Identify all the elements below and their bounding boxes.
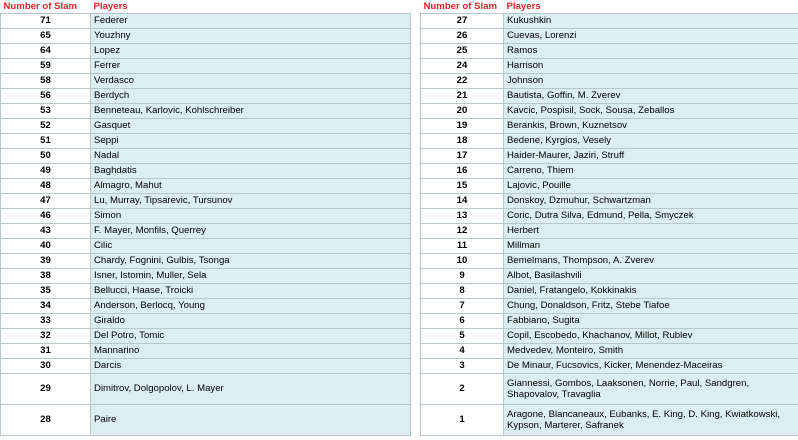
players-cell: Copil, Escobedo, Khachanov, Millot, Rublev <box>504 329 798 344</box>
slam-count-cell: 64 <box>1 44 91 59</box>
table-row <box>1 164 411 179</box>
table-row <box>421 359 798 374</box>
slam-count-cell: 12 <box>421 224 504 239</box>
table-row <box>421 104 798 119</box>
slam-count-cell: 3 <box>421 359 504 374</box>
players-cell: Medvedev, Monteiro, Smith <box>504 344 798 359</box>
players-cell: Gasquet <box>91 119 411 134</box>
table-row <box>1 374 411 405</box>
players-cell: Youzhny <box>91 29 411 44</box>
table-row <box>1 149 411 164</box>
slam-count-cell: 31 <box>1 344 91 359</box>
table-row <box>1 254 411 269</box>
players-cell: Johnson <box>504 74 798 89</box>
slam-count-cell: 71 <box>1 14 91 29</box>
table-row <box>421 329 798 344</box>
slam-table-right <box>420 0 798 436</box>
players-cell: Harrison <box>504 59 798 74</box>
slam-count-cell: 10 <box>421 254 504 269</box>
table-row <box>1 89 411 104</box>
slam-count-cell: 11 <box>421 239 504 254</box>
table-row <box>421 119 798 134</box>
slam-count-cell: 50 <box>1 149 91 164</box>
slam-count-cell: 43 <box>1 224 91 239</box>
slam-count-cell: 25 <box>421 44 504 59</box>
table-row <box>421 254 798 269</box>
table-row <box>421 59 798 74</box>
players-cell: Lu, Murray, Tipsarevic, Tursunov <box>91 194 411 209</box>
players-cell: Chardy, Fognini, Gulbis, Tsonga <box>91 254 411 269</box>
players-cell: Simon <box>91 209 411 224</box>
table-row <box>1 209 411 224</box>
players-cell: Herbert <box>504 224 798 239</box>
header-number-of-slam: Number of Slam <box>421 0 504 14</box>
players-cell: Albot, Basilashvili <box>504 269 798 284</box>
slam-count-cell: 27 <box>421 14 504 29</box>
players-cell: Giannessi, Gombos, Laaksonen, Norrie, Paul, Sandgren, Shapovalov, Travaglia <box>504 374 798 405</box>
players-cell: Verdasco <box>91 74 411 89</box>
slam-count-cell: 46 <box>1 209 91 224</box>
players-cell: Bedene, Kyrgios, Vesely <box>504 134 798 149</box>
players-cell: Fabbiano, Sugita <box>504 314 798 329</box>
slam-count-cell: 65 <box>1 29 91 44</box>
table-row <box>1 44 411 59</box>
table-row <box>421 344 798 359</box>
slam-count-cell: 22 <box>421 74 504 89</box>
table-row <box>421 224 798 239</box>
table-row <box>1 284 411 299</box>
players-cell: Del Potro, Tomic <box>91 329 411 344</box>
table-row <box>1 104 411 119</box>
table-row <box>1 29 411 44</box>
players-cell: Dimitrov, Dolgopolov, L. Mayer <box>91 374 411 405</box>
players-cell: Millman <box>504 239 798 254</box>
table-row <box>1 74 411 89</box>
slam-count-cell: 13 <box>421 209 504 224</box>
players-cell: Federer <box>91 14 411 29</box>
slam-count-cell: 2 <box>421 374 504 405</box>
table-row <box>421 74 798 89</box>
slam-count-cell: 52 <box>1 119 91 134</box>
slam-count-cell: 16 <box>421 164 504 179</box>
players-cell: Ramos <box>504 44 798 59</box>
slam-count-cell: 20 <box>421 104 504 119</box>
table-row <box>1 224 411 239</box>
slam-count-cell: 28 <box>1 405 91 436</box>
players-cell: Cilic <box>91 239 411 254</box>
players-cell: Seppi <box>91 134 411 149</box>
table-row <box>421 149 798 164</box>
slam-count-cell: 17 <box>421 149 504 164</box>
slam-count-cell: 4 <box>421 344 504 359</box>
players-cell: Kukushkin <box>504 14 798 29</box>
players-cell: Giraldo <box>91 314 411 329</box>
players-cell: Cuevas, Lorenzi <box>504 29 798 44</box>
players-cell: Kavcic, Pospisil, Sock, Sousa, Zeballos <box>504 104 798 119</box>
players-cell: Haider-Maurer, Jaziri, Struff <box>504 149 798 164</box>
players-cell: Nadal <box>91 149 411 164</box>
players-cell: Paire <box>91 405 411 436</box>
slam-count-cell: 14 <box>421 194 504 209</box>
table-row <box>421 314 798 329</box>
slam-count-cell: 53 <box>1 104 91 119</box>
slam-count-cell: 35 <box>1 284 91 299</box>
table-row <box>1 134 411 149</box>
header-players: Players <box>91 0 411 14</box>
players-cell: Berankis, Brown, Kuznetsov <box>504 119 798 134</box>
players-cell: Berdych <box>91 89 411 104</box>
table-row <box>1 14 411 29</box>
table-row <box>421 209 798 224</box>
table-row <box>1 314 411 329</box>
slam-count-cell: 39 <box>1 254 91 269</box>
slam-count-cell: 51 <box>1 134 91 149</box>
players-cell: Chung, Donaldson, Fritz, Stebe Tiafoe <box>504 299 798 314</box>
slam-count-cell: 30 <box>1 359 91 374</box>
players-cell: Aragone, Blancaneaux, Eubanks, E. King, D. King, Kwiatkowski, Kypson, Marterer, Safranek <box>504 405 798 436</box>
table-row <box>421 89 798 104</box>
table-row <box>1 194 411 209</box>
table-row <box>421 164 798 179</box>
slam-count-cell: 47 <box>1 194 91 209</box>
table-row <box>421 299 798 314</box>
slam-count-cell: 26 <box>421 29 504 44</box>
players-cell: F. Mayer, Monfils, Querrey <box>91 224 411 239</box>
players-cell: Baghdatis <box>91 164 411 179</box>
players-cell: Almagro, Mahut <box>91 179 411 194</box>
table-row <box>421 405 798 436</box>
players-cell: Bautista, Goffin, M. Zverev <box>504 89 798 104</box>
slam-count-cell: 8 <box>421 284 504 299</box>
slam-count-cell: 18 <box>421 134 504 149</box>
slam-count-cell: 29 <box>1 374 91 405</box>
table-row <box>1 344 411 359</box>
slam-count-cell: 58 <box>1 74 91 89</box>
table-row <box>1 59 411 74</box>
slam-count-cell: 34 <box>1 299 91 314</box>
slam-count-cell: 19 <box>421 119 504 134</box>
players-cell: Ferrer <box>91 59 411 74</box>
header-number-of-slam: Number of Slam <box>1 0 91 14</box>
slam-count-cell: 24 <box>421 59 504 74</box>
table-row <box>421 14 798 29</box>
players-cell: Lajovic, Pouille <box>504 179 798 194</box>
slam-count-cell: 1 <box>421 405 504 436</box>
table-row <box>1 329 411 344</box>
table-row <box>421 44 798 59</box>
slam-count-cell: 40 <box>1 239 91 254</box>
players-cell: Donskoy, Dzmuhur, Schwartzman <box>504 194 798 209</box>
slam-count-cell: 49 <box>1 164 91 179</box>
players-cell: Mannarino <box>91 344 411 359</box>
players-cell: Anderson, Berlocq, Young <box>91 299 411 314</box>
table-row <box>421 29 798 44</box>
table-row <box>421 269 798 284</box>
table-row <box>421 284 798 299</box>
slam-count-cell: 38 <box>1 269 91 284</box>
header-row <box>421 0 798 14</box>
table-row <box>1 239 411 254</box>
players-cell: Darcis <box>91 359 411 374</box>
slam-count-cell: 33 <box>1 314 91 329</box>
table-row <box>1 269 411 284</box>
slam-count-cell: 15 <box>421 179 504 194</box>
table-row <box>421 239 798 254</box>
slam-count-cell: 56 <box>1 89 91 104</box>
players-cell: Lopez <box>91 44 411 59</box>
table-row <box>1 119 411 134</box>
table-row <box>1 405 411 436</box>
table-row <box>1 299 411 314</box>
slam-count-cell: 48 <box>1 179 91 194</box>
table-row <box>421 134 798 149</box>
players-cell: Isner, Istomin, Muller, Sela <box>91 269 411 284</box>
slam-count-cell: 5 <box>421 329 504 344</box>
table-row <box>1 359 411 374</box>
slam-count-cell: 6 <box>421 314 504 329</box>
slam-count-cell: 21 <box>421 89 504 104</box>
players-cell: Carreno, Thiem <box>504 164 798 179</box>
slam-count-cell: 7 <box>421 299 504 314</box>
header-row <box>1 0 411 14</box>
players-cell: Coric, Dutra Silva, Edmund, Pella, Smyczek <box>504 209 798 224</box>
players-cell: Benneteau, Karlovic, Kohlschreiber <box>91 104 411 119</box>
slam-count-cell: 59 <box>1 59 91 74</box>
players-cell: Bemelmans, Thompson, A. Zverev <box>504 254 798 269</box>
table-row <box>421 194 798 209</box>
players-cell: Bellucci, Haase, Troicki <box>91 284 411 299</box>
slam-count-cell: 9 <box>421 269 504 284</box>
players-cell: Daniel, Fratangelo, Kokkinakis <box>504 284 798 299</box>
header-players: Players <box>504 0 798 14</box>
table-row <box>421 179 798 194</box>
players-cell: De Minaur, Fucsovics, Kicker, Menendez-Maceiras <box>504 359 798 374</box>
table-row <box>1 179 411 194</box>
slam-count-cell: 32 <box>1 329 91 344</box>
table-row <box>421 374 798 405</box>
